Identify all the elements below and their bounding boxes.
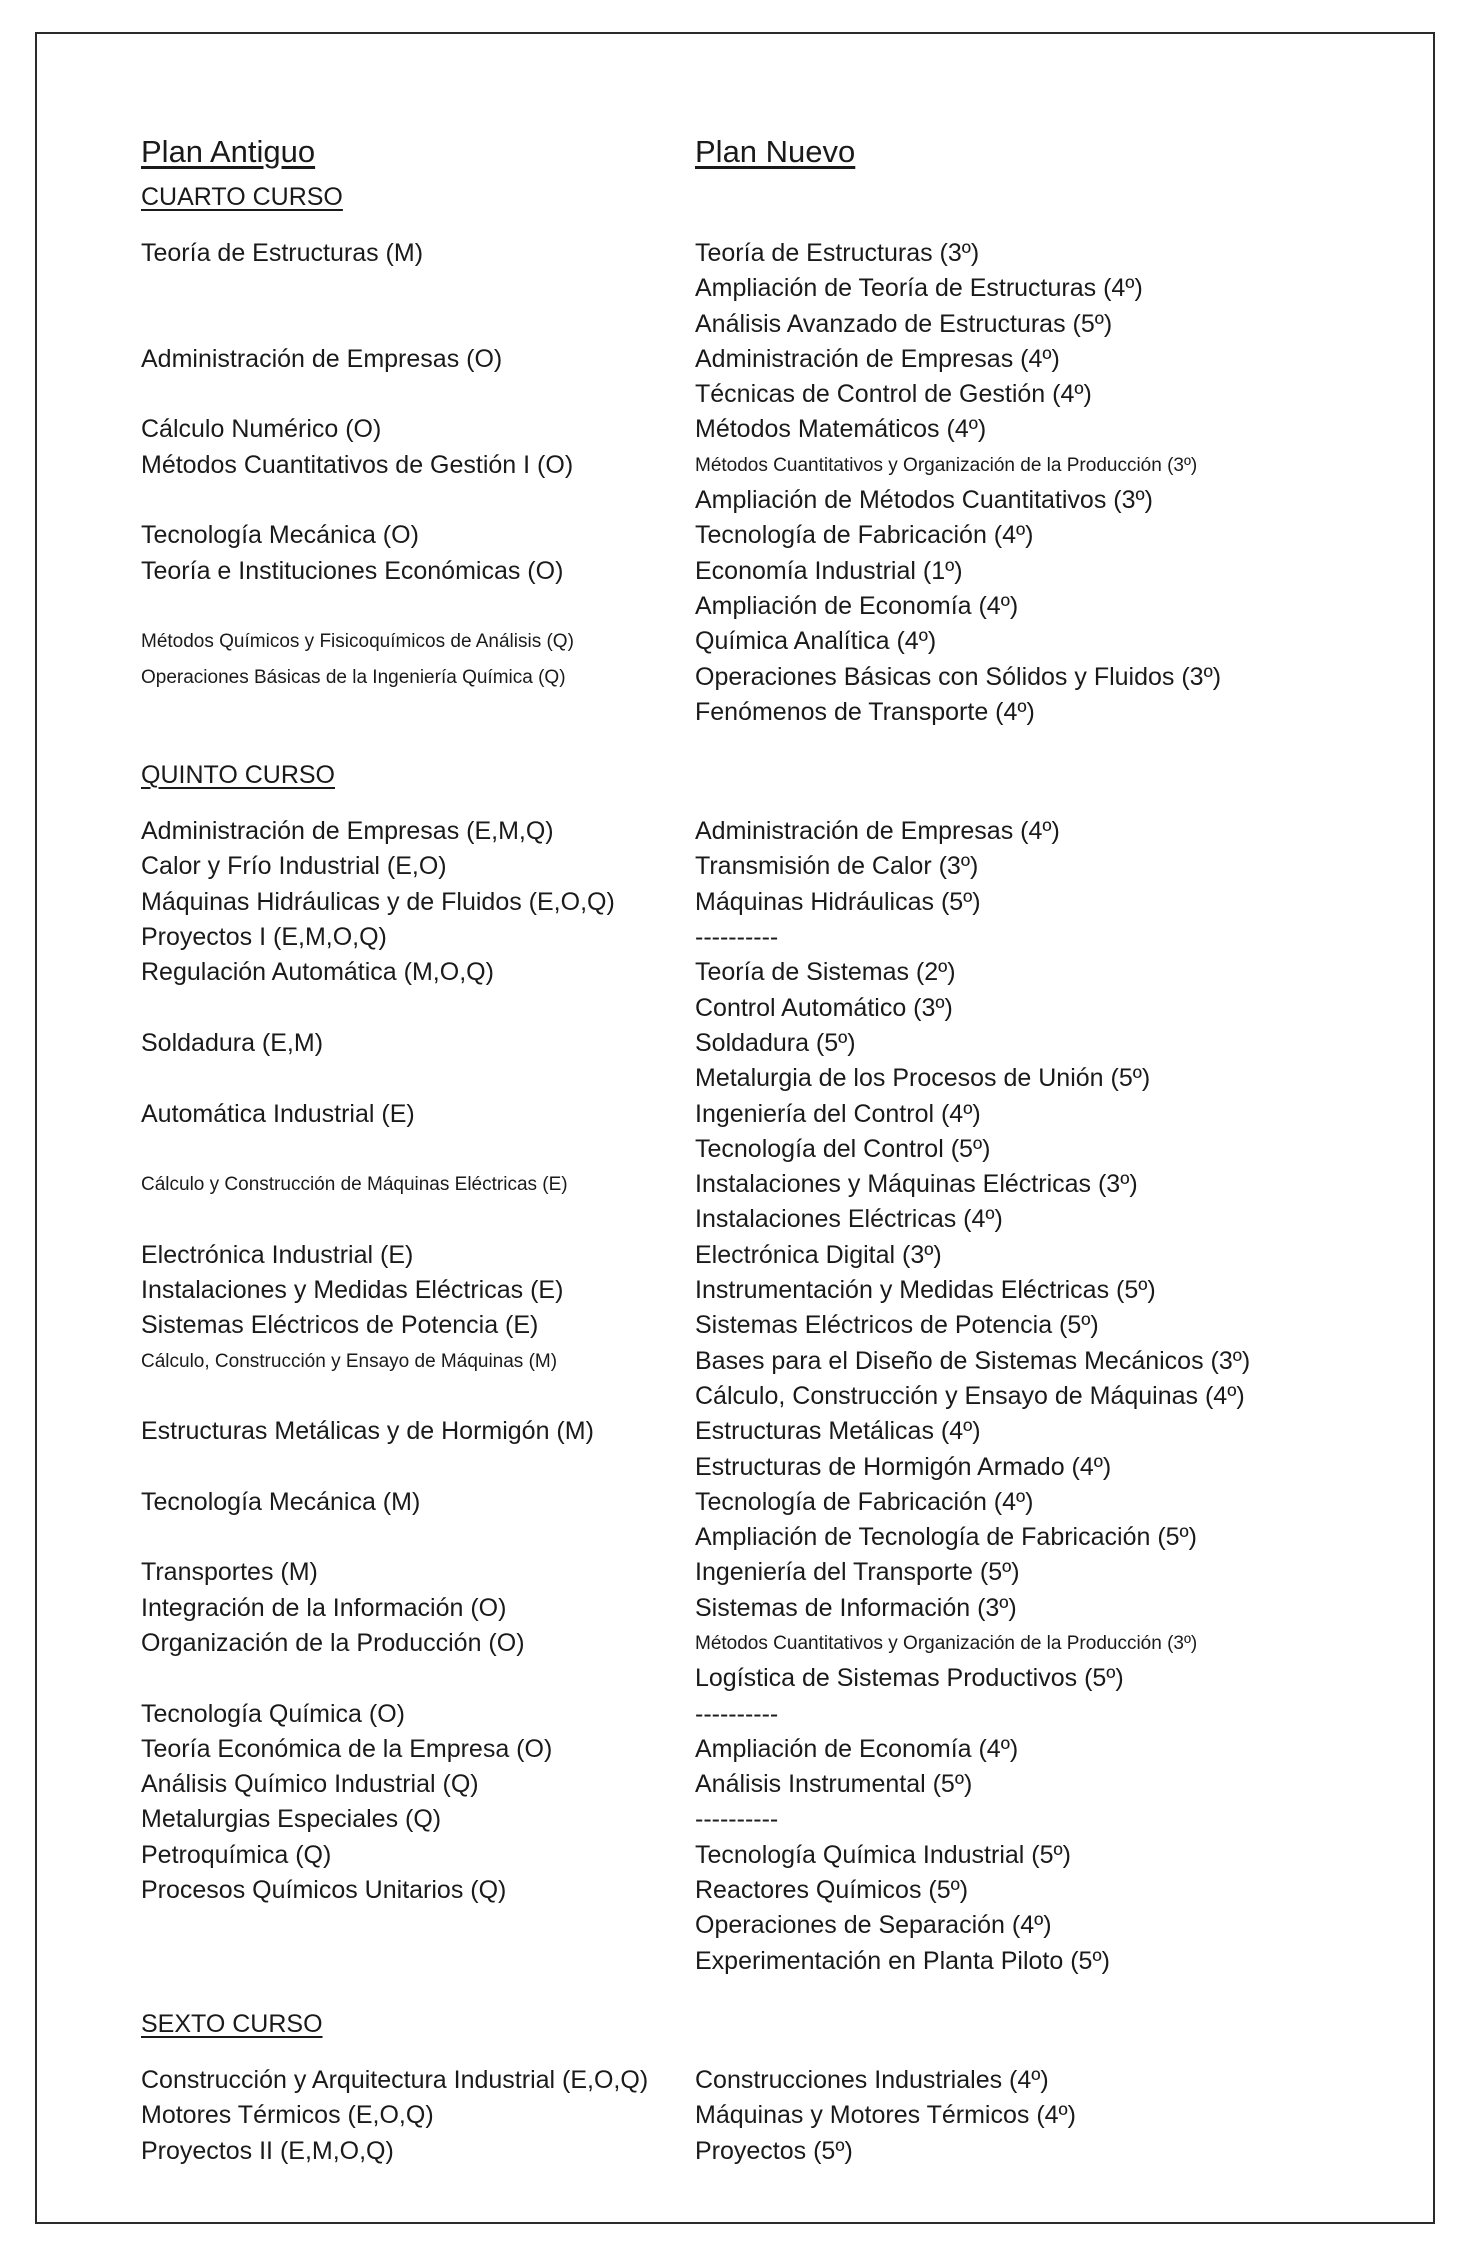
old-plan-course: Administración de Empresas (E,M,Q): [141, 817, 554, 846]
new-plan-course: Métodos Cuantitativos y Organización de la Producción (3º): [695, 454, 1198, 476]
new-plan-course: Sistemas de Información (3º): [695, 1593, 1017, 1622]
old-plan-course: Teoría Económica de la Empresa (O): [141, 1734, 553, 1763]
course-row: [141, 1026, 1381, 1061]
course-row: [141, 1908, 1381, 1943]
course-row: [141, 1697, 1381, 1732]
course-row: [141, 271, 1381, 306]
course-row: [141, 1238, 1381, 1273]
new-plan-course: Máquinas y Motores Térmicos (4º): [695, 2101, 1077, 2130]
course-row: [141, 2134, 1381, 2169]
course-row: [141, 660, 1381, 695]
new-plan-course: Teoría de Estructuras (3º): [695, 239, 980, 267]
old-plan-course: Transportes (M): [141, 1558, 318, 1587]
course-row: [141, 920, 1381, 955]
new-plan-course: Administración de Empresas (4º): [695, 817, 1060, 846]
course-row: [141, 1379, 1381, 1414]
old-plan-course: Organización de la Producción (O): [141, 1628, 525, 1657]
course-row: [141, 1202, 1381, 1237]
column-headers: [141, 124, 1381, 180]
section-title: SEXTO CURSO: [141, 2009, 323, 2038]
new-plan-course: ----------: [695, 923, 779, 952]
new-plan-course: Proyectos (5º): [695, 2136, 853, 2165]
old-plan-course: Electrónica Industrial (E): [141, 1240, 414, 1269]
old-plan-course: Procesos Químicos Unitarios (Q): [141, 1876, 507, 1905]
course-row: [141, 236, 1381, 271]
course-row: [141, 307, 1381, 342]
course-row: [141, 1167, 1381, 1202]
new-plan-course: Técnicas de Control de Gestión (4º): [695, 380, 1092, 409]
new-plan-course: Ampliación de Métodos Cuantitativos (3º): [695, 486, 1153, 515]
new-plan-course: Ampliación de Economía (4º): [695, 1734, 1019, 1763]
new-plan-course: Control Automático (3º): [695, 993, 953, 1022]
course-row: [141, 589, 1381, 624]
new-plan-course: Ingeniería del Control (4º): [695, 1099, 981, 1128]
course-row: [141, 1838, 1381, 1873]
old-plan-course: Proyectos II (E,M,O,Q): [141, 2136, 394, 2165]
course-row: [141, 1450, 1381, 1485]
section-title: QUINTO CURSO: [141, 761, 335, 790]
old-plan-course: Métodos Químicos y Fisicoquímicos de Análisis (Q): [141, 631, 574, 653]
new-plan-course: Métodos Cuantitativos y Organización de la Producción (3º): [695, 1632, 1198, 1654]
old-plan-course: Motores Térmicos (E,O,Q): [141, 2101, 434, 2130]
course-row: [141, 412, 1381, 447]
new-plan-course: Ingeniería del Transporte (5º): [695, 1558, 1020, 1587]
new-plan-course: Administración de Empresas (4º): [695, 344, 1060, 373]
course-row: [141, 1944, 1381, 1979]
new-plan-course: ----------: [695, 1805, 779, 1834]
old-plan-course: Petroquímica (Q): [141, 1840, 332, 1869]
course-row: [141, 1520, 1381, 1555]
new-plan-course: Tecnología del Control (5º): [695, 1134, 991, 1163]
sections-container: [141, 180, 1381, 2169]
old-plan-course: Cálculo, Construcción y Ensayo de Máquinas (M): [141, 1350, 558, 1372]
old-plan-course: Proyectos I (E,M,O,Q): [141, 923, 387, 952]
course-row: [141, 342, 1381, 377]
course-row: [141, 991, 1381, 1026]
old-plan-course: Cálculo Numérico (O): [141, 415, 382, 444]
course-row: [141, 448, 1381, 483]
new-plan-course: Experimentación en Planta Piloto (5º): [695, 1946, 1110, 1975]
old-plan-course: Métodos Cuantitativos de Gestión I (O): [141, 450, 574, 479]
course-row: [141, 1873, 1381, 1908]
new-plan-course: Ampliación de Economía (4º): [695, 591, 1019, 620]
course-row: [141, 1661, 1381, 1696]
new-plan-header: Plan Nuevo: [695, 134, 856, 169]
course-row: [141, 885, 1381, 920]
old-plan-header: Plan Antiguo: [141, 134, 316, 169]
old-plan-course: Instalaciones y Medidas Eléctricas (E): [141, 1276, 564, 1305]
new-plan-course: Soldadura (5º): [695, 1028, 856, 1057]
new-plan-course: Análisis Instrumental (5º): [695, 1770, 973, 1799]
new-plan-course: Estructuras Metálicas (4º): [695, 1417, 981, 1446]
new-plan-course: Reactores Químicos (5º): [695, 1876, 969, 1905]
course-row: [141, 1732, 1381, 1767]
course-row: [141, 1626, 1381, 1661]
new-plan-course: Tecnología de Fabricación (4º): [695, 1487, 1034, 1516]
course-row: [141, 1414, 1381, 1449]
spacer: [141, 215, 1381, 236]
new-plan-course: Fenómenos de Transporte (4º): [695, 697, 1035, 726]
course-row: [141, 483, 1381, 518]
course-row: [141, 1308, 1381, 1343]
new-plan-course: Tecnología de Fabricación (4º): [695, 521, 1034, 550]
new-plan-course: Metalurgia de los Procesos de Unión (5º): [695, 1064, 1151, 1093]
new-plan-course: Instalaciones y Máquinas Eléctricas (3º): [695, 1170, 1138, 1199]
old-plan-course: Teoría de Estructuras (M): [141, 239, 424, 267]
course-row: [141, 1061, 1381, 1096]
course-row: [141, 377, 1381, 412]
course-row: [141, 1485, 1381, 1520]
new-plan-course: Métodos Matemáticos (4º): [695, 415, 987, 444]
new-plan-course: Estructuras de Hormigón Armado (4º): [695, 1452, 1112, 1481]
curriculum-equivalence-table: [141, 124, 1381, 2169]
course-row: [141, 1344, 1381, 1379]
old-plan-course: Calor y Frío Industrial (E,O): [141, 852, 447, 881]
new-plan-course: ----------: [695, 1699, 779, 1728]
section-spacer: [141, 1979, 1381, 2007]
new-plan-course: Economía Industrial (1º): [695, 556, 963, 585]
section-title: CUARTO CURSO: [141, 183, 343, 211]
new-plan-course: Ampliación de Teoría de Estructuras (4º): [695, 274, 1143, 303]
new-plan-course: Instalaciones Eléctricas (4º): [695, 1205, 1003, 1234]
old-plan-course: Soldadura (E,M): [141, 1028, 324, 1057]
old-plan-course: Teoría e Instituciones Económicas (O): [141, 556, 564, 585]
course-row: [141, 1767, 1381, 1802]
course-row: [141, 814, 1381, 849]
new-plan-course: Sistemas Eléctricos de Potencia (5º): [695, 1311, 1099, 1340]
spacer: [141, 2042, 1381, 2063]
old-plan-course: Análisis Químico Industrial (Q): [141, 1770, 479, 1799]
course-row: [141, 695, 1381, 730]
old-plan-course: Construcción y Arquitectura Industrial (E,O,Q): [141, 2065, 649, 2094]
new-plan-course: Transmisión de Calor (3º): [695, 852, 979, 881]
course-row: [141, 1591, 1381, 1626]
new-plan-course: Tecnología Química Industrial (5º): [695, 1840, 1071, 1869]
new-plan-course: Ampliación de Tecnología de Fabricación (5º): [695, 1523, 1198, 1552]
old-plan-course: Operaciones Básicas de la Ingeniería Química (Q): [141, 666, 566, 688]
old-plan-course: Automática Industrial (E): [141, 1099, 415, 1128]
section-spacer: [141, 730, 1381, 758]
old-plan-course: Tecnología Mecánica (O): [141, 521, 419, 550]
course-row: [141, 2063, 1381, 2098]
course-row: [141, 1132, 1381, 1167]
new-plan-course: Construcciones Industriales (4º): [695, 2065, 1049, 2094]
old-plan-course: Tecnología Química (O): [141, 1699, 405, 1728]
new-plan-course: Instrumentación y Medidas Eléctricas (5º): [695, 1276, 1156, 1305]
old-plan-course: Administración de Empresas (O): [141, 344, 503, 373]
new-plan-course: Operaciones de Separación (4º): [695, 1911, 1052, 1940]
old-plan-course: Estructuras Metálicas y de Hormigón (M): [141, 1417, 594, 1446]
old-plan-course: Metalurgias Especiales (Q): [141, 1805, 442, 1834]
new-plan-course: Logística de Sistemas Productivos (5º): [695, 1664, 1124, 1693]
course-row: [141, 518, 1381, 553]
old-plan-course: Máquinas Hidráulicas y de Fluidos (E,O,Q): [141, 887, 615, 916]
new-plan-course: Bases para el Diseño de Sistemas Mecánicos (3º): [695, 1346, 1251, 1375]
new-plan-course: Análisis Avanzado de Estructuras (5º): [695, 309, 1113, 338]
course-row: [141, 1555, 1381, 1590]
old-plan-course: Sistemas Eléctricos de Potencia (E): [141, 1311, 539, 1340]
old-plan-course: Cálculo y Construcción de Máquinas Eléctricas (E): [141, 1174, 568, 1196]
course-row: [141, 955, 1381, 990]
spacer: [141, 793, 1381, 814]
old-plan-course: Regulación Automática (M,O,Q): [141, 958, 494, 987]
new-plan-course: Cálculo, Construcción y Ensayo de Máquinas (4º): [695, 1381, 1245, 1410]
course-row: [141, 849, 1381, 884]
course-row: [141, 1097, 1381, 1132]
new-plan-course: Máquinas Hidráulicas (5º): [695, 887, 981, 916]
old-plan-course: Tecnología Mecánica (M): [141, 1487, 421, 1516]
course-row: [141, 554, 1381, 589]
new-plan-course: Teoría de Sistemas (2º): [695, 958, 956, 987]
course-row: [141, 1273, 1381, 1308]
old-plan-course: Integración de la Información (O): [141, 1593, 507, 1622]
new-plan-course: Electrónica Digital (3º): [695, 1240, 942, 1269]
course-row: [141, 2098, 1381, 2133]
course-row: [141, 1802, 1381, 1837]
new-plan-course: Química Analítica (4º): [695, 627, 937, 656]
new-plan-course: Operaciones Básicas con Sólidos y Fluidos (3º): [695, 662, 1222, 691]
course-row: [141, 624, 1381, 659]
